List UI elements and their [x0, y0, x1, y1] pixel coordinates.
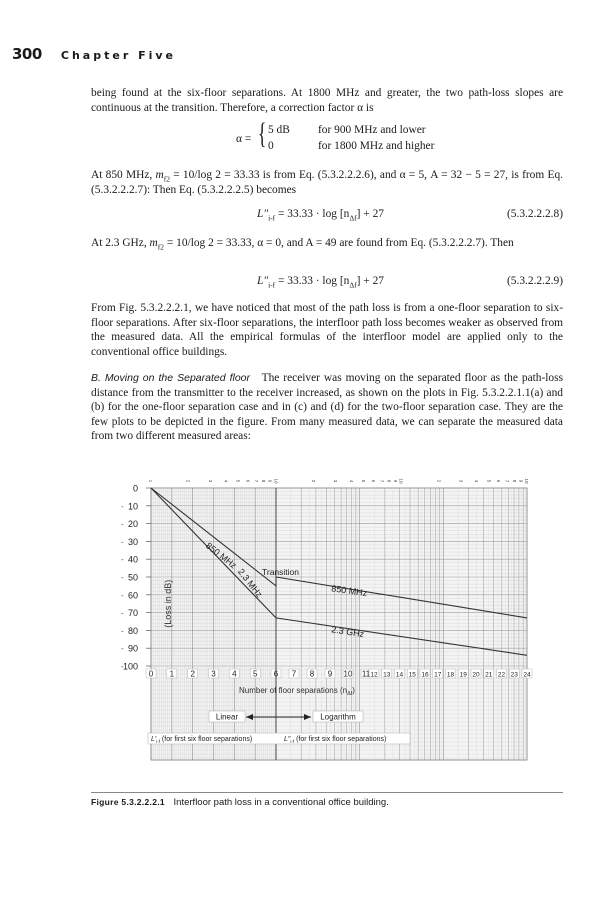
- top-tick-label: 6: [245, 479, 251, 483]
- alpha-case2-condition: for 1800 MHz and higher: [318, 140, 435, 152]
- alpha-case2-value: 0: [268, 140, 274, 152]
- equation-2: [91, 275, 563, 290]
- label-2-3mhz-linear: 2.3 MHz: [235, 566, 265, 600]
- x-tick-label: 0: [148, 669, 154, 679]
- caption-label: Figure 5.3.2.2.2.1: [91, 797, 165, 807]
- top-tick-label: 4: [348, 479, 354, 483]
- x-tick-label: 21: [485, 671, 493, 679]
- paragraph-1: [91, 86, 563, 115]
- x-tick-label: 5: [252, 669, 258, 679]
- x-tick-label: 2: [190, 669, 195, 679]
- y-tick-dash: -: [121, 626, 124, 636]
- y-tick-label: 30: [127, 536, 138, 547]
- y-tick-label: 50: [127, 572, 138, 583]
- eq2-n-sub: Δf: [349, 280, 357, 290]
- y-tick-dash: -: [121, 573, 124, 582]
- paragraph-5-text: The receiver was moving on the separated floor as the path-loss distance from the transmitter to the receiver increased, as shown on the plots in Fig. 5.3.2.2.1.1(a) and (b) for the one-floor separation case and in (c) and (d) for the two-floor separation case. They are the few plots to be depicted in the figure. From many measured data, we can separate the measured data from two different measured areas:: [91, 372, 563, 442]
- x-tick-label: 13: [383, 671, 391, 679]
- x-tick-label: 18: [446, 671, 455, 679]
- top-tick-label: 6: [370, 479, 376, 483]
- y-tick-dash: -: [121, 590, 124, 600]
- y-tick-dash: -: [121, 644, 124, 654]
- top-tick-label: 5: [235, 479, 241, 483]
- y-tick-label: 10: [127, 501, 138, 512]
- legend-left: $L'_{i-f}$ (for first six floor separations): [151, 736, 253, 744]
- top-tick-label: 7: [253, 479, 259, 483]
- eq2-tail: ] + 27: [356, 275, 384, 287]
- paragraph-2: [91, 168, 563, 197]
- top-tick-label: 2: [185, 479, 191, 483]
- p3-text-b: = 10/log 2 = 33.33, α = 0, and A = 49 are found from Eq. (5.3.2.2.2.7). Then: [164, 237, 514, 249]
- p3-text-a: At 2.3 GHz,: [91, 237, 150, 249]
- eq1-n-sub: Δf: [349, 213, 357, 223]
- label-2-3ghz-log: 2.3 GHz: [330, 624, 365, 640]
- section-heading: B. Moving on the Separated floor: [91, 372, 251, 384]
- top-tick-label: 8: [261, 479, 267, 483]
- top-tick-label: 3: [458, 479, 464, 483]
- eq1-rhs: = 33.33 · log [n: [275, 208, 350, 220]
- p2-symbol-m: m: [155, 169, 164, 181]
- y-axis-label: (Loss in dB): [163, 579, 173, 628]
- paragraph-1-text: being found at the six-floor separations. At 1800 MHz and greater, the two path-loss slopes are continuous at the transition. Therefore, a correction factor α is: [91, 87, 563, 114]
- x-tick-label: 6: [273, 669, 279, 679]
- top-tick-label: 10: [273, 478, 279, 484]
- paragraph-5: [91, 371, 563, 444]
- alpha-case1-value: 5 dB: [268, 124, 290, 136]
- y-tick-label: 0: [132, 483, 138, 494]
- y-tick-dash: -: [121, 662, 124, 671]
- x-tick-label: 22: [497, 671, 506, 679]
- chart-svg: [114, 472, 534, 772]
- eq1-tail: ] + 27: [356, 208, 384, 220]
- paragraph-4: [91, 301, 563, 359]
- top-tick-label: 9: [518, 479, 524, 483]
- eq1-number: (5.3.2.2.2.8): [507, 208, 563, 220]
- y-tick-label: 40: [127, 554, 138, 565]
- top-tick-label: 7: [379, 479, 385, 483]
- y-tick-label: 60: [127, 590, 138, 601]
- x-tick-label: 24: [523, 671, 531, 679]
- y-tick-label: 80: [127, 625, 138, 636]
- page-number: 300: [12, 45, 42, 63]
- p2-text-b: = 10/log 2 = 33.33 is from Eq. (5.3.2.2.2.6), and α = 5, A = 32 − 5 = 27, is from Eq. (5.3.2.2.2.7): Then Eq. (5.3.2.2.2.5) becomes: [91, 169, 563, 196]
- top-tick-label: 2: [311, 479, 317, 483]
- y-tick-label: 90: [127, 643, 138, 654]
- x-tick-label: 10: [343, 669, 353, 679]
- caption-text: Interfloor path loss in a conventional office building.: [173, 797, 389, 808]
- top-tick-label: 6: [496, 479, 502, 483]
- y-tick-label: 70: [127, 608, 138, 619]
- y-tick-dash: -: [121, 537, 124, 547]
- eq2-L-sub: i-f: [268, 280, 276, 290]
- x-tick-label: 16: [421, 671, 429, 679]
- eq2-rhs: = 33.33 · log [n: [275, 275, 350, 287]
- x-tick-label: 15: [408, 671, 416, 679]
- x-tick-label: 17: [434, 671, 442, 679]
- label-850mhz-linear: 850 MHz: [203, 540, 239, 571]
- top-tick-label: 1: [148, 479, 153, 483]
- p3-symbol-m-sub: f2: [157, 242, 165, 252]
- x-tick-label: 8: [309, 669, 315, 679]
- label-logarithm: Logarithm: [320, 712, 356, 722]
- top-tick-label: 10: [524, 478, 529, 484]
- alpha-case1-condition: for 900 MHz and lower: [318, 124, 426, 136]
- running-header: [12, 44, 176, 63]
- top-tick-label: 5: [486, 479, 492, 483]
- paragraph-3: [91, 236, 563, 251]
- x-tick-label: 23: [510, 671, 518, 679]
- p3-symbol-m: m: [149, 237, 158, 249]
- equation-1: [91, 208, 563, 223]
- top-tick-label: 5: [360, 479, 366, 483]
- top-tick-label: 3: [207, 479, 213, 483]
- label-transition: Transition: [262, 567, 300, 578]
- x-tick-label: 1: [169, 669, 175, 679]
- brace-symbol: {: [257, 117, 267, 150]
- figure-chart: [114, 472, 534, 772]
- top-tick-label: 8: [386, 479, 392, 483]
- label-linear: Linear: [215, 712, 239, 722]
- eq2-L: L″: [257, 275, 269, 287]
- x-tick-label: 4: [232, 669, 237, 679]
- top-tick-label: 9: [267, 479, 273, 483]
- eq1-L: L″: [257, 208, 269, 220]
- paragraph-4-text: From Fig. 5.3.2.2.2.1, we have noticed that most of the path loss is from a one-floor separation to six-floor separations. After six-floor separations, the interfloor path loss becomes weaker as observed from the measured data. All the empirical formulas of the interfloor model are applied only to the conventional office buildings.: [91, 302, 563, 358]
- y-tick-dash: -: [121, 555, 124, 565]
- x-tick-label: 11: [361, 669, 371, 679]
- top-tick-label: 10: [398, 478, 404, 484]
- figure-caption: [91, 792, 563, 808]
- y-tick-dash: -: [121, 501, 124, 511]
- y-tick-dash: -: [121, 519, 124, 529]
- top-tick-label: 4: [474, 479, 480, 483]
- label-850mhz-log: 850 MHz: [330, 583, 368, 599]
- chapter-title: Chapter Five: [60, 49, 176, 62]
- top-tick-label: 9: [392, 479, 398, 483]
- top-tick-label: 3: [333, 479, 339, 483]
- x-tick-label: 20: [472, 671, 480, 679]
- p2-text-a: At 850 MHz,: [91, 169, 156, 181]
- x-tick-label: 7: [291, 669, 297, 679]
- y-tick-label: 20: [127, 519, 138, 530]
- x-tick-label: 12: [370, 671, 378, 679]
- eq1-L-sub: i-f: [268, 213, 276, 223]
- x-tick-label: 19: [459, 671, 467, 679]
- x-tick-label: 9: [327, 669, 333, 679]
- eq2-number: (5.3.2.2.2.9): [507, 275, 563, 287]
- y-tick-label: 100: [122, 661, 138, 672]
- x-tick-label: 3: [211, 669, 216, 679]
- p2-symbol-m-sub: f2: [163, 174, 170, 184]
- top-tick-label: 8: [511, 479, 517, 483]
- x-axis-label: Number of floor separations $(n_{\Delta f})$: [239, 686, 355, 697]
- legend-right: $L''_{i-f}$ (for first six floor separations): [284, 736, 387, 744]
- top-tick-label: 4: [223, 479, 229, 483]
- y-tick-dash: -: [121, 608, 124, 618]
- alpha-lhs: α =: [236, 133, 252, 145]
- top-tick-label: 2: [436, 479, 442, 483]
- x-tick-label: 14: [395, 671, 404, 679]
- top-tick-label: 7: [504, 479, 510, 483]
